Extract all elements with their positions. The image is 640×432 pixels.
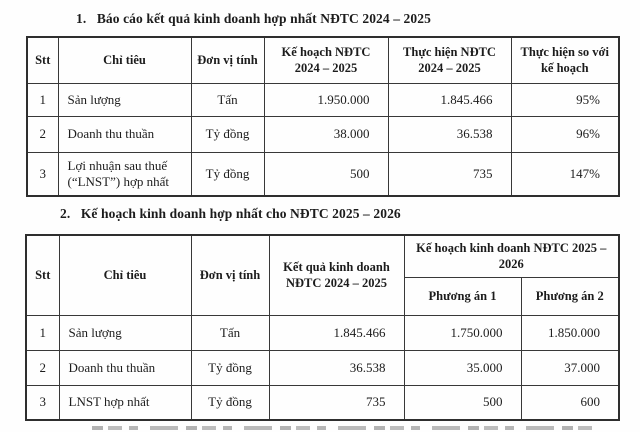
cell-stt: 3 [26,385,59,420]
table1-header-thuc-hien: Thực hiện NĐTC 2024 – 2025 [388,37,511,83]
cell-ty-le: 95% [511,83,619,116]
section1-title-number: 1. [76,11,87,26]
table2-header-phuong-an-2: Phương án 2 [521,277,619,315]
table1-header-ty-le: Thực hiện so với kế hoạch [511,37,619,83]
cell-stt: 1 [27,83,58,116]
table1-header-ke-hoach: Kế hoạch NĐTC 2024 – 2025 [264,37,388,83]
table-row [26,385,619,420]
cell-ty-le: 147% [511,152,619,196]
table2-header-ket-qua: Kết quả kinh doanh NĐTC 2024 – 2025 [269,235,404,315]
table-row [27,83,619,116]
cell-thuc-hien: 36.538 [388,116,511,152]
cell-stt: 2 [27,116,58,152]
results-table-2024-2025 [26,36,620,197]
cell-don-vi: Tỷ đồng [191,116,264,152]
cell-don-vi: Tỷ đồng [191,350,269,385]
table-row [26,315,619,350]
cell-phuong-an-2: 37.000 [521,350,619,385]
cutoff-text-line [92,426,597,430]
section1-title-text: Báo cáo kết quả kinh doanh hợp nhất NĐTC 2024 – 2025 [96,11,431,26]
section2-title-number: 2. [60,206,71,221]
table1-header-chi-tieu: Chỉ tiêu [58,37,191,83]
cell-don-vi: Tấn [191,315,269,350]
table2-header-ke-hoach-group: Kế hoạch kinh doanh NĐTC 2025 – 2026 [404,235,619,277]
cell-phuong-an-2: 600 [521,385,619,420]
section2-title-text: Kế hoạch kinh doanh hợp nhất cho NĐTC 2025 – 2026 [80,206,401,221]
cell-stt: 1 [26,315,59,350]
table2-header-stt: Stt [26,235,59,315]
cell-chi-tieu: Lợi nhuận sau thuế (“LNST”) hợp nhất [58,152,191,196]
table-row [27,116,619,152]
cell-stt: 3 [27,152,58,196]
table2-header-phuong-an-1: Phương án 1 [404,277,521,315]
table2-header-row-top [26,235,619,277]
plan-table-2025-2026 [25,234,620,421]
cell-chi-tieu: Doanh thu thuần [58,116,191,152]
cell-don-vi: Tỷ đồng [191,385,269,420]
cell-chi-tieu: Sản lượng [59,315,191,350]
cell-phuong-an-2: 1.850.000 [521,315,619,350]
cell-ty-le: 96% [511,116,619,152]
table-row [26,350,619,385]
cell-phuong-an-1: 1.750.000 [404,315,521,350]
cell-ke-hoach: 500 [264,152,388,196]
cell-chi-tieu: LNST hợp nhất [59,385,191,420]
cell-phuong-an-1: 500 [404,385,521,420]
cell-thuc-hien: 1.845.466 [388,83,511,116]
cell-chi-tieu: Sản lượng [58,83,191,116]
table1-header-stt: Stt [27,37,58,83]
cell-chi-tieu: Doanh thu thuần [59,350,191,385]
cell-phuong-an-1: 35.000 [404,350,521,385]
cell-don-vi: Tỷ đồng [191,152,264,196]
cell-ke-hoach: 38.000 [264,116,388,152]
cell-ket-qua: 36.538 [269,350,404,385]
cell-don-vi: Tấn [191,83,264,116]
cell-ket-qua: 735 [269,385,404,420]
section2-title [60,206,401,222]
cell-stt: 2 [26,350,59,385]
table2-header-chi-tieu: Chỉ tiêu [59,235,191,315]
cell-ke-hoach: 1.950.000 [264,83,388,116]
table2-header-don-vi: Đơn vị tính [191,235,269,315]
section1-title [76,11,431,27]
cell-thuc-hien: 735 [388,152,511,196]
cell-ket-qua: 1.845.466 [269,315,404,350]
table1-header-row [27,37,619,83]
table1-header-don-vi: Đơn vị tính [191,37,264,83]
table-row [27,152,619,196]
